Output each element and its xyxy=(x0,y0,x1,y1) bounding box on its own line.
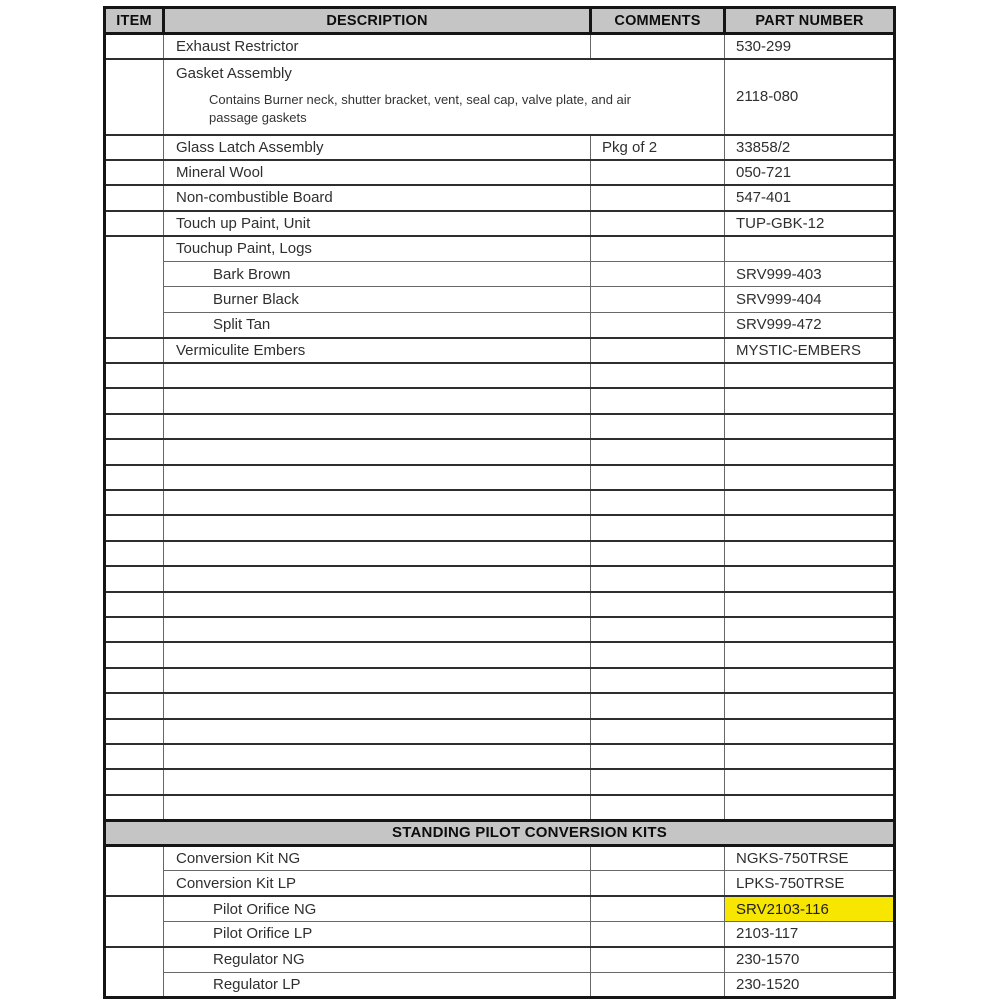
empty-row xyxy=(105,693,895,718)
description-cell: Touch up Paint, Unit xyxy=(164,211,591,236)
description-cell xyxy=(164,769,591,794)
part-number-cell: NGKS-750TRSE xyxy=(725,845,895,870)
table-header xyxy=(105,8,895,34)
empty-row xyxy=(105,439,895,464)
table-row xyxy=(105,312,895,337)
part-number-cell xyxy=(725,465,895,490)
comments-cell xyxy=(591,947,725,972)
description-cell: Touchup Paint, Logs xyxy=(164,236,591,261)
item-cell xyxy=(105,439,164,464)
item-cell xyxy=(105,236,164,338)
part-number-cell xyxy=(725,363,895,388)
header-description: DESCRIPTION xyxy=(164,8,591,34)
comments-cell: Pkg of 2 xyxy=(591,135,725,160)
comments-cell xyxy=(591,871,725,896)
description-cell xyxy=(164,795,591,820)
description-title: Gasket Assembly xyxy=(176,64,292,82)
table-row xyxy=(105,160,895,185)
comments-cell xyxy=(591,363,725,388)
part-number-cell xyxy=(725,439,895,464)
comments-cell xyxy=(591,287,725,312)
header-part-number: PART NUMBER xyxy=(725,8,895,34)
part-number-cell xyxy=(725,668,895,693)
description-cell xyxy=(164,465,591,490)
comments-cell xyxy=(591,465,725,490)
part-number-cell: SRV999-404 xyxy=(725,287,895,312)
part-number-cell xyxy=(725,744,895,769)
item-cell xyxy=(105,211,164,236)
comments-cell xyxy=(591,338,725,363)
table-row xyxy=(105,338,895,363)
part-number-cell xyxy=(725,388,895,413)
part-number-cell-highlighted: SRV2103-116 xyxy=(725,896,895,921)
description-cell xyxy=(164,363,591,388)
empty-row xyxy=(105,515,895,540)
comments-cell xyxy=(591,642,725,667)
empty-row xyxy=(105,388,895,413)
description-cell xyxy=(164,59,725,135)
item-cell xyxy=(105,34,164,59)
comments-cell xyxy=(591,922,725,947)
part-number-cell xyxy=(725,490,895,515)
item-cell xyxy=(105,896,164,947)
description-cell xyxy=(164,490,591,515)
empty-row xyxy=(105,719,895,744)
comments-cell xyxy=(591,617,725,642)
comments-cell xyxy=(591,769,725,794)
description-cell: Pilot Orifice NG xyxy=(164,896,591,921)
comments-cell xyxy=(591,211,725,236)
empty-row xyxy=(105,592,895,617)
comments-cell xyxy=(591,744,725,769)
comments-cell xyxy=(591,566,725,591)
part-number-cell xyxy=(725,617,895,642)
item-cell xyxy=(105,668,164,693)
part-number-cell xyxy=(725,769,895,794)
description-cell xyxy=(164,414,591,439)
description-cell: Regulator LP xyxy=(164,972,591,997)
description-cell xyxy=(164,668,591,693)
description-cell xyxy=(164,744,591,769)
comments-cell xyxy=(591,414,725,439)
description-cell xyxy=(164,642,591,667)
description-cell: Regulator NG xyxy=(164,947,591,972)
part-number-cell: SRV999-472 xyxy=(725,312,895,337)
table-row xyxy=(105,211,895,236)
comments-cell xyxy=(591,515,725,540)
comments-cell xyxy=(591,896,725,921)
item-cell xyxy=(105,592,164,617)
empty-row xyxy=(105,668,895,693)
description-cell xyxy=(164,439,591,464)
comments-cell xyxy=(591,388,725,413)
part-number-cell: 530-299 xyxy=(725,34,895,59)
item-cell xyxy=(105,388,164,413)
part-number-cell: 2118-080 xyxy=(725,59,895,135)
description-cell: Non-combustible Board xyxy=(164,185,591,210)
part-number-cell: 547-401 xyxy=(725,185,895,210)
comments-cell xyxy=(591,185,725,210)
comments-cell xyxy=(591,490,725,515)
comments-cell xyxy=(591,592,725,617)
part-number-cell xyxy=(725,566,895,591)
section-header: STANDING PILOT CONVERSION KITS xyxy=(105,820,895,845)
description-cell xyxy=(164,566,591,591)
comments-cell xyxy=(591,972,725,997)
comments-cell xyxy=(591,845,725,870)
description-cell: Vermiculite Embers xyxy=(164,338,591,363)
table-row xyxy=(105,236,895,261)
item-cell xyxy=(105,769,164,794)
part-number-cell xyxy=(725,642,895,667)
item-cell xyxy=(105,490,164,515)
empty-row xyxy=(105,795,895,820)
section-header-row xyxy=(105,820,895,845)
table-row xyxy=(105,34,895,59)
item-cell xyxy=(105,465,164,490)
table-row xyxy=(105,871,895,896)
comments-cell xyxy=(591,160,725,185)
part-number-cell: SRV999-403 xyxy=(725,261,895,286)
item-cell xyxy=(105,541,164,566)
item-cell xyxy=(105,515,164,540)
item-cell xyxy=(105,744,164,769)
table-row xyxy=(105,287,895,312)
description-cell: Burner Black xyxy=(164,287,591,312)
table-row xyxy=(105,261,895,286)
item-cell xyxy=(105,566,164,591)
header-item: ITEM xyxy=(105,8,164,34)
description-cell: Exhaust Restrictor xyxy=(164,34,591,59)
description-cell: Conversion Kit LP xyxy=(164,871,591,896)
comments-cell xyxy=(591,34,725,59)
comments-cell xyxy=(591,693,725,718)
description-cell: Pilot Orifice LP xyxy=(164,922,591,947)
description-cell xyxy=(164,515,591,540)
description-cell xyxy=(164,693,591,718)
description-note: Contains Burner neck, shutter bracket, vent, seal cap, valve plate, and air passage gaskets xyxy=(209,92,632,126)
comments-cell xyxy=(591,236,725,261)
comments-cell xyxy=(591,261,725,286)
empty-row xyxy=(105,490,895,515)
empty-row xyxy=(105,744,895,769)
description-cell xyxy=(164,719,591,744)
item-cell xyxy=(105,160,164,185)
empty-row xyxy=(105,642,895,667)
part-number-cell xyxy=(725,414,895,439)
part-number-cell xyxy=(725,515,895,540)
part-number-cell: 33858/2 xyxy=(725,135,895,160)
empty-row xyxy=(105,363,895,388)
item-cell xyxy=(105,363,164,388)
item-cell xyxy=(105,947,164,998)
item-cell xyxy=(105,719,164,744)
item-cell xyxy=(105,185,164,210)
comments-cell xyxy=(591,312,725,337)
table-row xyxy=(105,972,895,997)
item-cell xyxy=(105,338,164,363)
description-cell xyxy=(164,617,591,642)
item-cell xyxy=(105,795,164,820)
part-number-cell: LPKS-750TRSE xyxy=(725,871,895,896)
description-cell: Mineral Wool xyxy=(164,160,591,185)
empty-row xyxy=(105,769,895,794)
part-number-cell: TUP-GBK-12 xyxy=(725,211,895,236)
part-number-cell: 230-1520 xyxy=(725,972,895,997)
part-number-cell xyxy=(725,236,895,261)
item-cell xyxy=(105,693,164,718)
item-cell xyxy=(105,642,164,667)
description-cell xyxy=(164,541,591,566)
empty-row xyxy=(105,617,895,642)
description-cell: Bark Brown xyxy=(164,261,591,286)
item-cell xyxy=(105,59,164,135)
part-number-cell xyxy=(725,795,895,820)
table-row xyxy=(105,947,895,972)
item-cell xyxy=(105,135,164,160)
parts-table xyxy=(103,6,896,999)
comments-cell xyxy=(591,795,725,820)
empty-row xyxy=(105,541,895,566)
part-number-cell: 230-1570 xyxy=(725,947,895,972)
part-number-cell xyxy=(725,541,895,566)
empty-row xyxy=(105,566,895,591)
table-row xyxy=(105,922,895,947)
item-cell xyxy=(105,414,164,439)
part-number-cell xyxy=(725,719,895,744)
part-number-cell: 2103-117 xyxy=(725,922,895,947)
header-comments: COMMENTS xyxy=(591,8,725,34)
table-row xyxy=(105,896,895,921)
empty-rows xyxy=(105,363,895,820)
description-cell: Conversion Kit NG xyxy=(164,845,591,870)
empty-row xyxy=(105,414,895,439)
table-row xyxy=(105,59,895,135)
part-number-cell: MYSTIC-EMBERS xyxy=(725,338,895,363)
comments-cell xyxy=(591,668,725,693)
comments-cell xyxy=(591,541,725,566)
description-cell xyxy=(164,592,591,617)
table-row xyxy=(105,135,895,160)
description-cell xyxy=(164,388,591,413)
item-cell xyxy=(105,617,164,642)
part-number-cell: 050-721 xyxy=(725,160,895,185)
part-number-cell xyxy=(725,693,895,718)
description-cell: Split Tan xyxy=(164,312,591,337)
table-row xyxy=(105,845,895,870)
empty-row xyxy=(105,465,895,490)
comments-cell xyxy=(591,719,725,744)
header-row xyxy=(105,8,895,34)
part-number-cell xyxy=(725,592,895,617)
item-cell xyxy=(105,845,164,896)
comments-cell xyxy=(591,439,725,464)
description-cell: Glass Latch Assembly xyxy=(164,135,591,160)
table-row xyxy=(105,185,895,210)
